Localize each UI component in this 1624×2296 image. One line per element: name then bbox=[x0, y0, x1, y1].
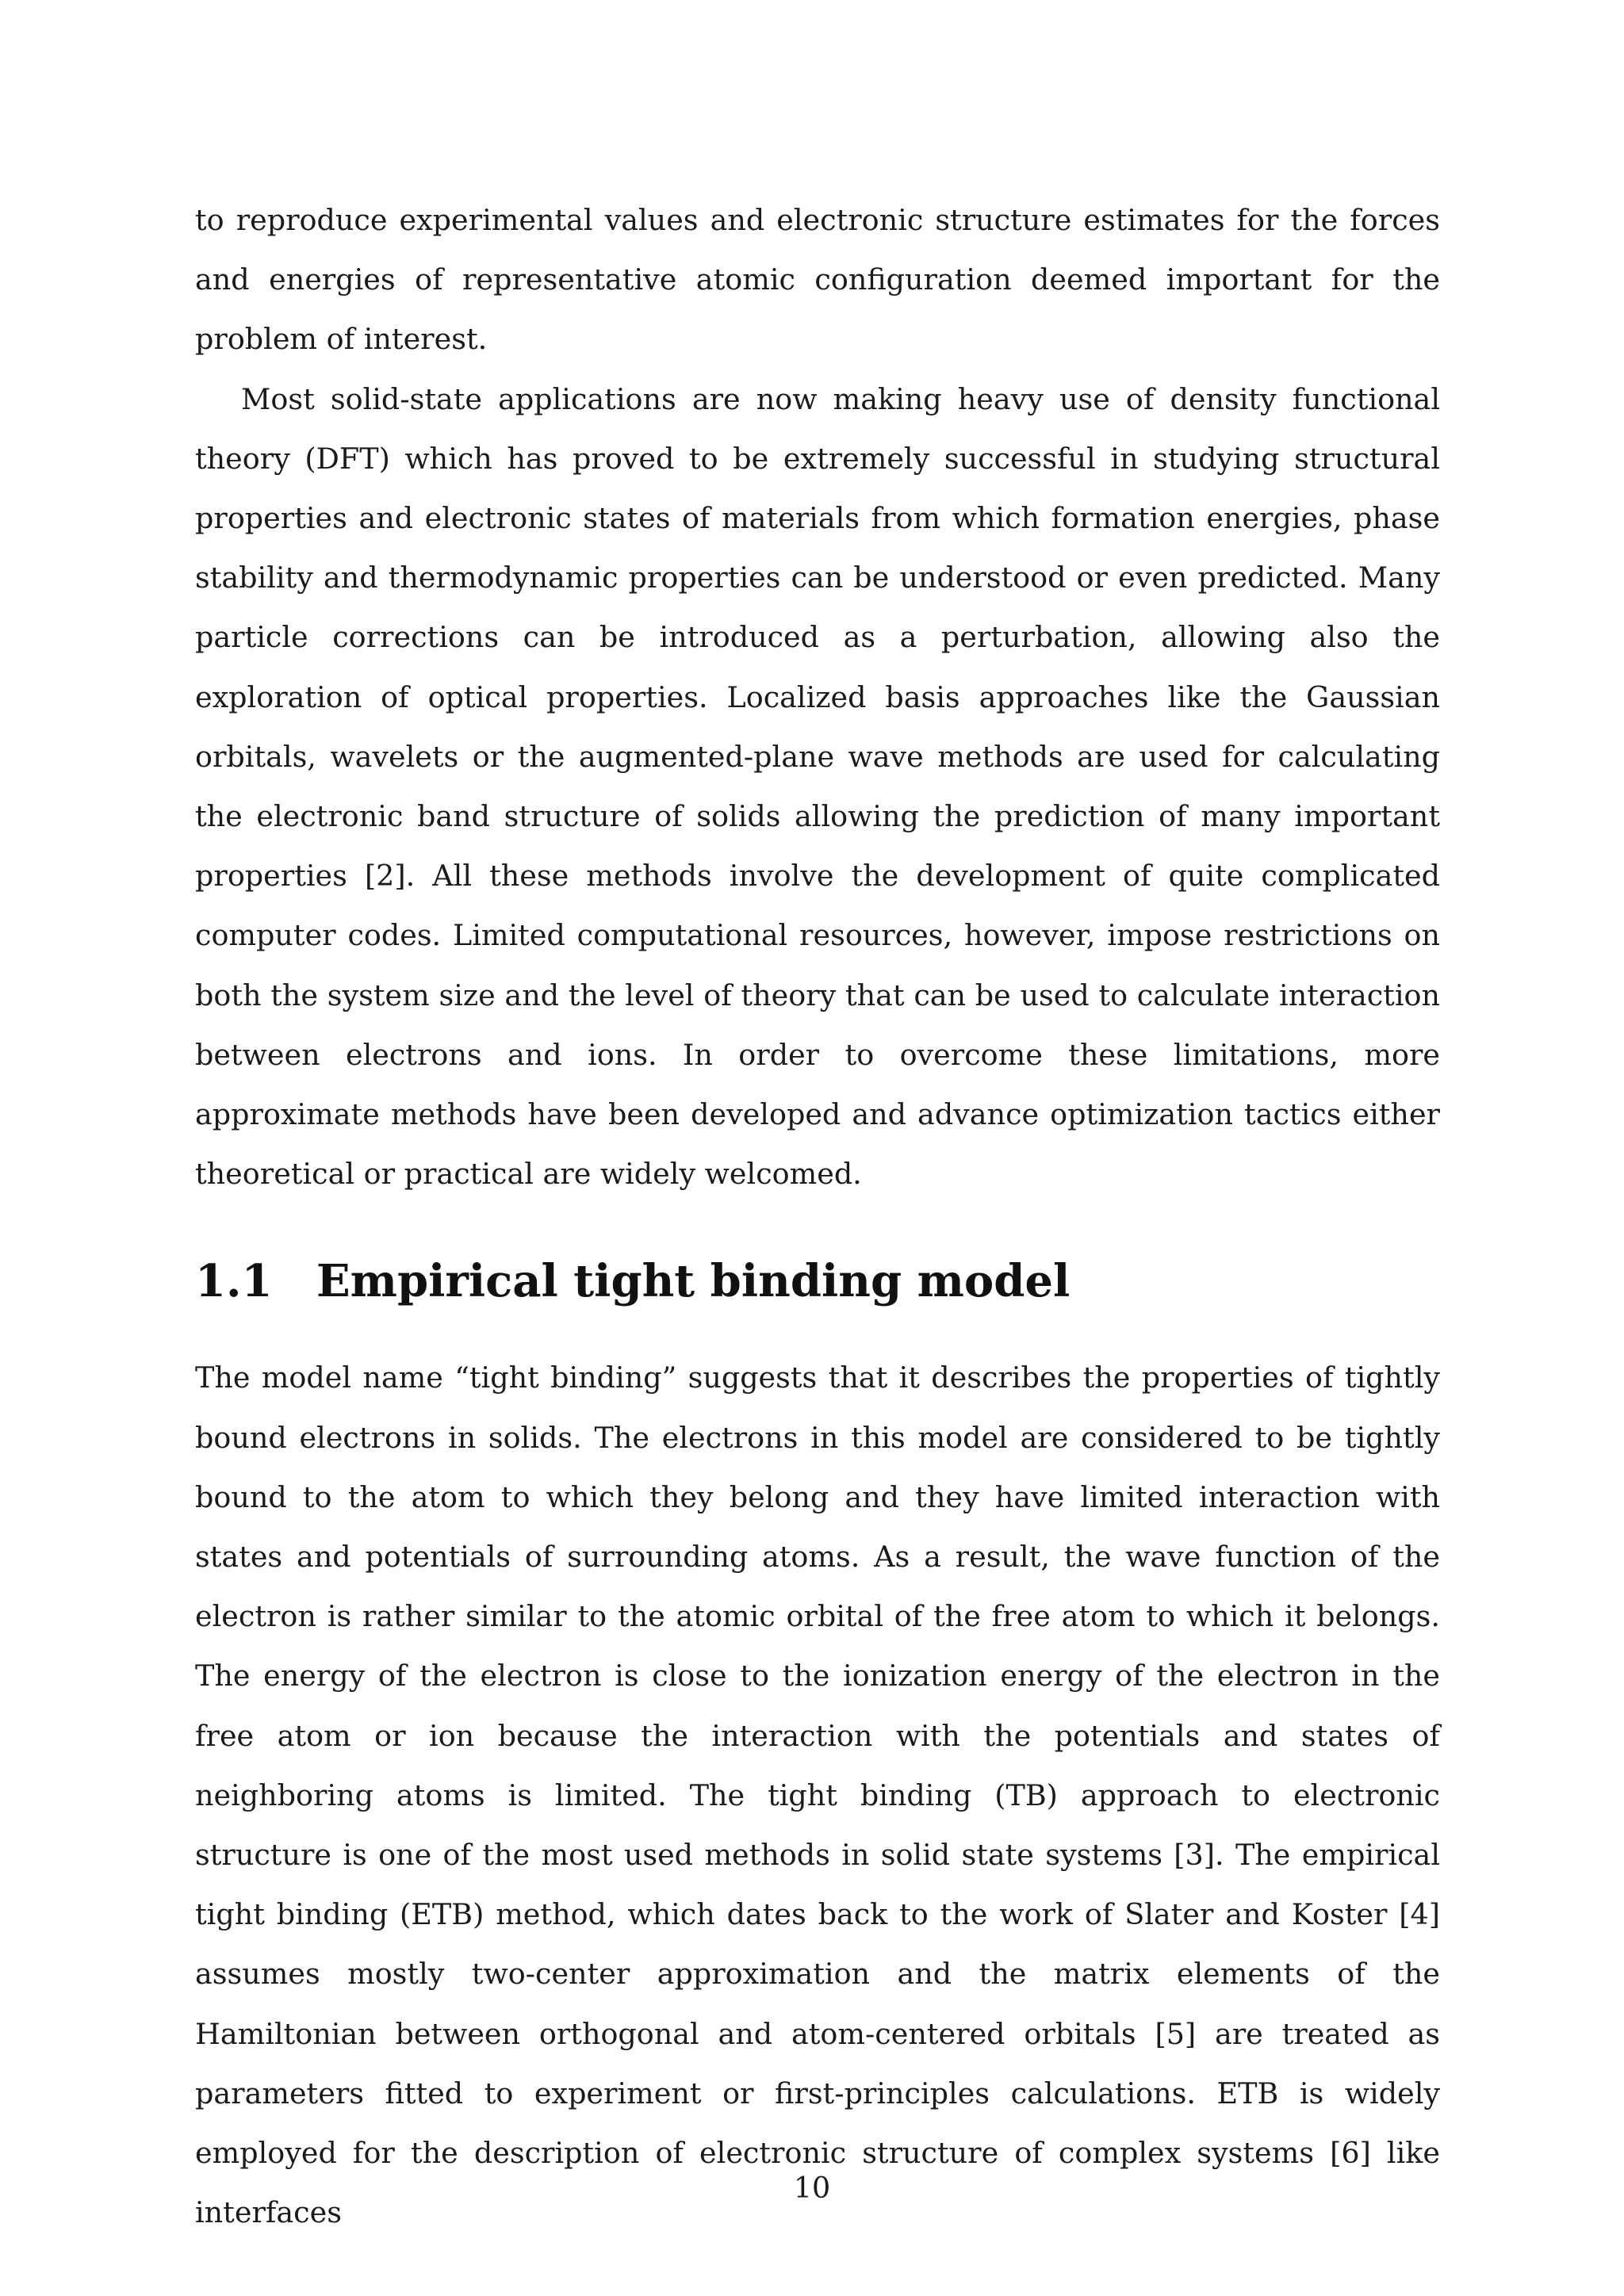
section-heading bbox=[195, 1249, 1440, 1313]
section-number: 1.1 bbox=[195, 1255, 273, 1308]
page-number: 10 bbox=[793, 2171, 831, 2205]
section-title: Empirical tight binding model bbox=[316, 1255, 1071, 1308]
paragraph-tight-binding: The model name “tight binding” suggests that it describes the properties of tightly bound electrons in solids. The electrons in this model are considered to be tightly bound to the atom to which they belong and they have limited interaction with states and potentials of surrounding atoms. As a result, the wave function of the electron is rather similar to the atomic orbital of the free atom to which it belongs. The energy of the electron is close to the ionization energy of the electron in the free atom or ion because the interaction with the potentials and states of neighboring atoms is limited. The tight binding (TB) approach to electronic structure is one of the most used methods in solid state systems [3]. The empirical tight binding (ETB) method, which dates back to the work of Slater and Koster [4] assumes mostly two-center approximation and the matrix elements of the Hamiltonian between orthogonal and atom-centered orbitals [5] are treated as parameters fitted to experiment or first-principles calculations. ETB is widely employed for the description of electronic structure of complex systems [6] like interfaces bbox=[195, 1360, 1440, 2230]
paragraph-dft: Most solid-state applications are now making heavy use of density functional theory (DFT) which has proved to be extremely successful in studying structural properties and electronic states of materials from which formation energies, phase stability and thermodynamic properties can be understood or even predicted. Many particle corrections can be introduced as a perturbation, allowing also the exploration of optical properties. Localized basis approaches like the Gaussian orbitals, wavelets or the augmented-plane wave methods are used for calculating the electronic band structure of solids allowing the prediction of many important properties [2]. All these methods involve the development of quite complicated computer codes. Limited computational resources, however, impose restrictions on both the system size and the level of theory that can be used to calculate interaction between electrons and ions. In order to overcome these limitations, more approximate methods have been developed and advance optimization tactics either theoretical or practical are widely welcomed. bbox=[195, 381, 1440, 1192]
page-body bbox=[195, 190, 1440, 2243]
paragraph-continuation: to reproduce experimental values and electronic structure estimates for the forces and energies of representative atomic configuration deemed important for the problem of interest. bbox=[195, 203, 1440, 357]
